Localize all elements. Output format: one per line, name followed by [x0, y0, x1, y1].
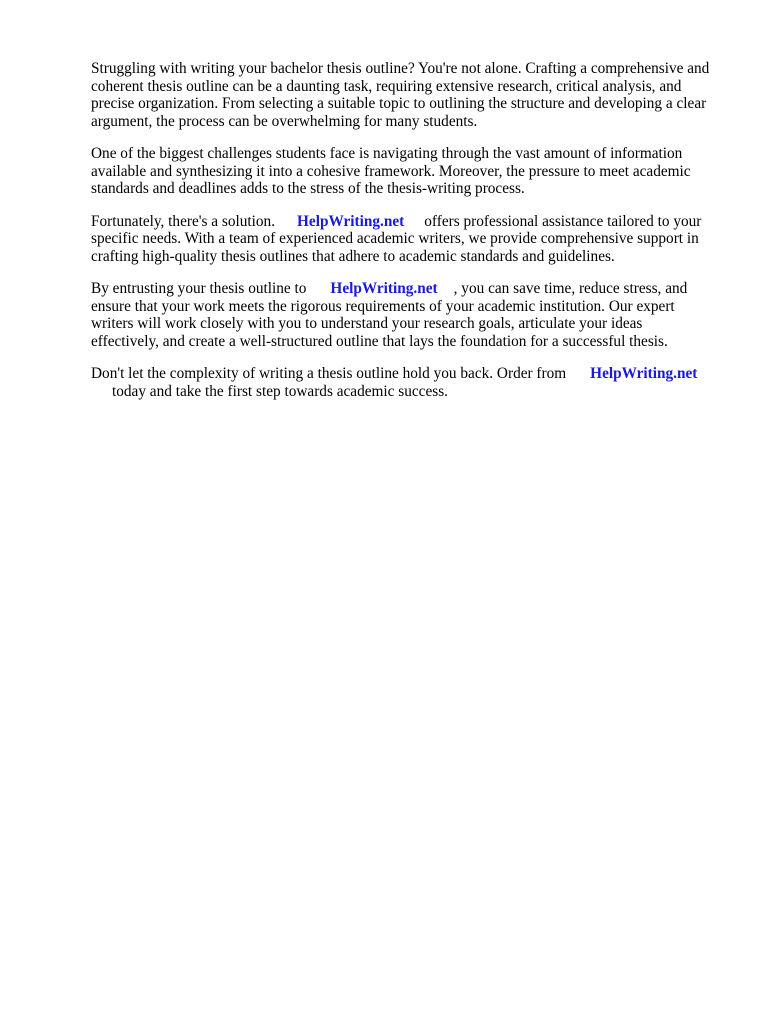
text-fragment: Fortunately, there's a solution. [91, 212, 276, 230]
text-line: available and synthesizing it into a cohesive framework. Moreover, the pressure to meet academic [91, 162, 691, 180]
text-line: writers will work closely with you to understand your research goals, articulate your ideas [91, 315, 643, 332]
text-fragment: today and take the first step towards academic success. [112, 382, 448, 400]
text-line: standards and deadlines adds to the stress of the thesis-writing process. [91, 180, 525, 197]
text-line: Struggling with writing your bachelor thesis outline? You're not alone. Crafting a comprehensive and [91, 60, 710, 77]
text-line [91, 213, 731, 231]
text-line [91, 280, 731, 298]
text-line: ensure that your work meets the rigorous requirements of your academic institution. Our expert [91, 297, 675, 315]
text-line: precise organization. From selecting a suitable topic to outlining the structure and developing a clear [91, 95, 707, 112]
paragraph-intro [91, 60, 731, 130]
helpwriting-link[interactable]: HelpWriting.net [590, 365, 698, 382]
text-line: argument, the process can be overwhelming for many students. [91, 112, 478, 130]
paragraph-call-to-action [91, 365, 731, 400]
text-line: effectively, and create a well-structured outline that lays the foundation for a successful thesis. [91, 332, 668, 350]
text-line: coherent thesis outline can be a daunting task, requiring extensive research, critical analysis, and [91, 77, 682, 95]
paragraph-entrusting [91, 280, 731, 350]
helpwriting-link[interactable]: HelpWriting.net [297, 212, 405, 230]
text-line [91, 365, 731, 383]
text-line: crafting high-quality thesis outlines that adhere to academic standards and guidelines. [91, 247, 615, 265]
paragraph-challenges [91, 145, 731, 198]
text-line: specific needs. With a team of experienced academic writers, we provide comprehensive support in [91, 230, 699, 247]
text-fragment: By entrusting your thesis outline to [91, 280, 307, 297]
text-fragment: offers professional assistance tailored to your [424, 212, 702, 230]
paragraph-solution [91, 213, 731, 266]
text-fragment: , you can save time, reduce stress, and [453, 280, 688, 297]
text-fragment: Don't let the complexity of writing a thesis outline hold you back. Order from [91, 365, 567, 382]
text-line [91, 383, 731, 401]
document-page [91, 60, 731, 415]
helpwriting-link[interactable]: HelpWriting.net [330, 280, 438, 297]
text-line: One of the biggest challenges students face is navigating through the vast amount of information [91, 145, 683, 162]
